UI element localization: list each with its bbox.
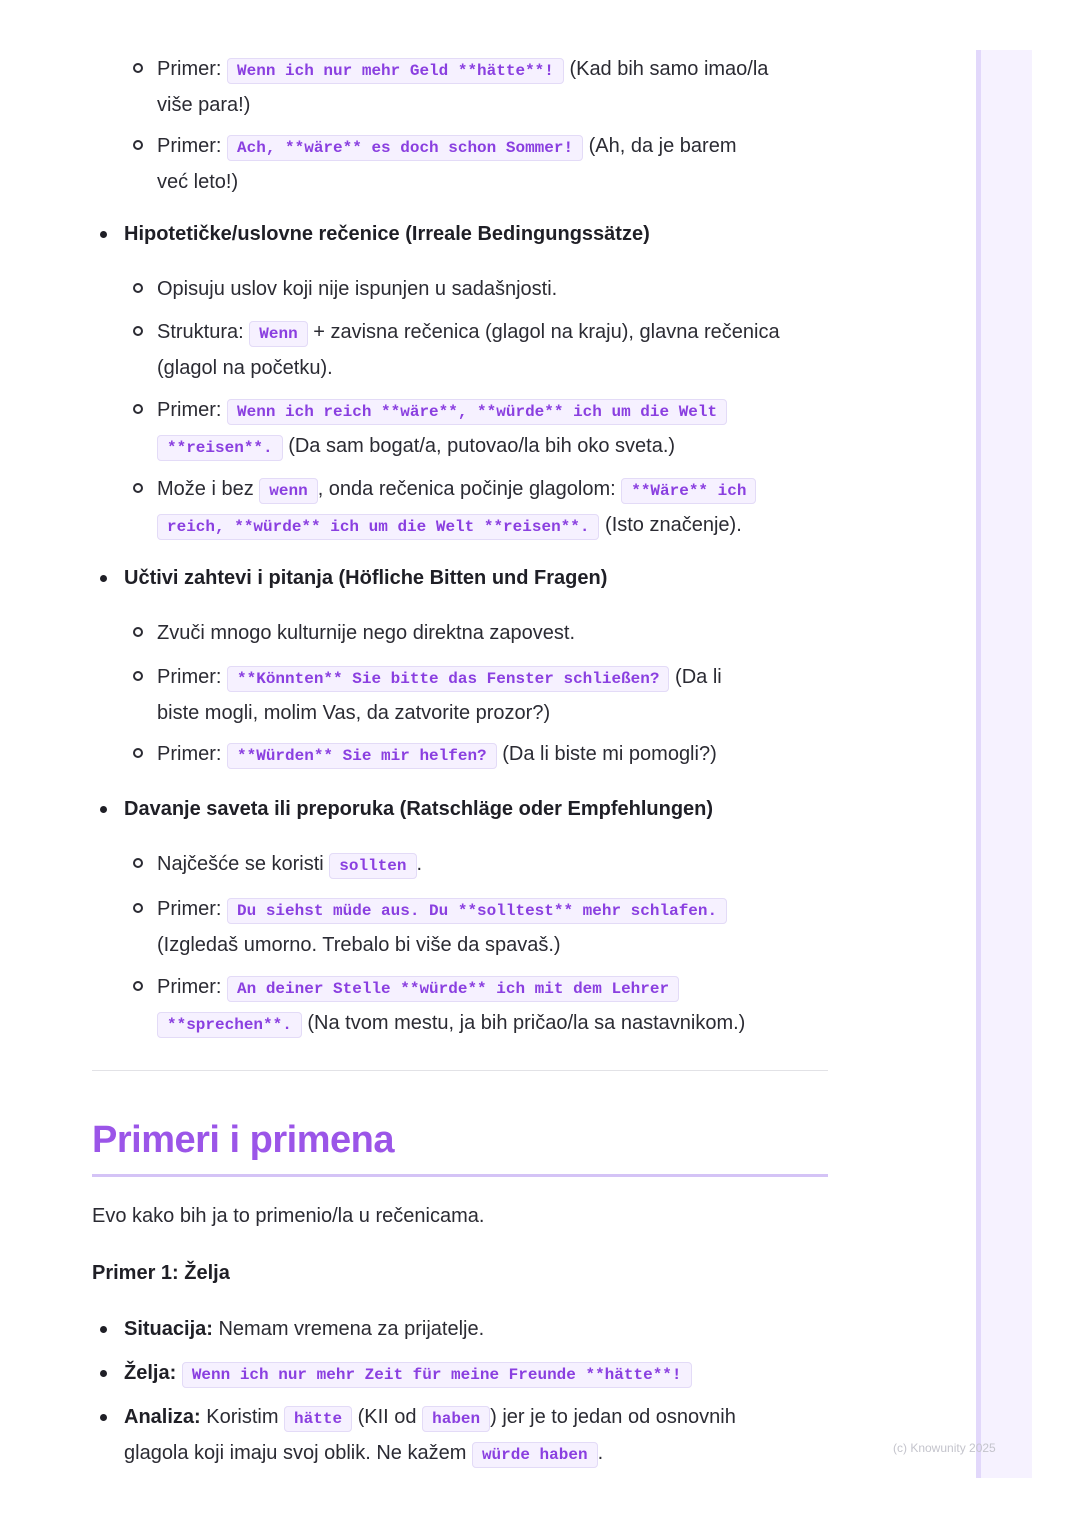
translation-cont: više para!) — [157, 94, 251, 116]
list-item: Najčešće se koristi sollten . — [157, 847, 837, 883]
example-item — [157, 52, 837, 122]
wish-item: Želja: Wenn ich nur mehr Zeit für meine Freunde **hätte**! — [124, 1356, 824, 1392]
list-bullet-ring — [133, 981, 143, 991]
list-bullet-ring — [133, 748, 143, 758]
example-item: Primer: **Würden** Sie mir helfen? (Da li biste mi pomogli?) — [157, 737, 837, 773]
list-bullet-ring — [133, 140, 143, 150]
code-snippet: wenn — [259, 478, 317, 504]
intro-paragraph: Evo kako bih ja to primenio/la u rečenicama. — [92, 1205, 485, 1227]
example-item: Primer: Du siehst müde aus. Du **solltest** mehr schlafen. (Izgledaš umorno. Trebalo bi više da spavaš.) — [157, 892, 837, 962]
alternative-item: Može i bez wenn , onda rečenica počinje glagolom: **Wäre** ich reich, **würde** ich um die Welt **reisen**. (Isto značenje). — [157, 472, 837, 544]
code-snippet: Wenn ich nur mehr Geld **hätte**! — [227, 58, 564, 84]
section-title-polite: Učtivi zahtevi i pitanja (Höfliche Bitten und Fragen) — [124, 561, 607, 595]
subheading-primer-1: Primer 1: Želja — [92, 1262, 230, 1284]
list-bullet — [100, 1414, 107, 1421]
analysis-item: Analiza: Koristim hätte (KII od haben ) jer je to jedan od osnovnih glagola koji imaju svoj oblik. Ne kažem würde haben . — [124, 1400, 824, 1472]
code-snippet: An deiner Stelle **würde** ich mit dem Lehrer — [227, 976, 679, 1002]
code-snippet: **reisen**. — [157, 435, 283, 461]
heading-primeri: Primeri i primena — [92, 1119, 394, 1161]
code-snippet: Ach, **wäre** es doch schon Sommer! — [227, 135, 583, 161]
list-bullet-ring — [133, 404, 143, 414]
code-snippet: **Wäre** ich — [621, 478, 756, 504]
section-title-hypothetical: Hipotetičke/uslovne rečenice (Irreale Bedingungssätze) — [124, 217, 650, 251]
translation-cont: već leto!) — [157, 171, 239, 193]
example-label: Primer: — [157, 135, 222, 157]
code-snippet: **Könnten** Sie bitte das Fenster schließen? — [227, 666, 669, 692]
structure-item: Struktura: Wenn + zavisna rečenica (glagol na kraju), glavna rečenica (glagol na početku). — [157, 315, 837, 385]
code-snippet: **Würden** Sie mir helfen? — [227, 743, 497, 769]
example-label: Primer: — [157, 58, 222, 80]
copyright-footer: (c) Knowunity 2025 — [893, 1441, 996, 1455]
list-bullet-ring — [133, 627, 143, 637]
list-bullet — [100, 231, 107, 238]
heading-underline — [92, 1174, 828, 1177]
list-bullet — [100, 806, 107, 813]
code-snippet: hätte — [284, 1406, 352, 1432]
code-snippet: würde haben — [472, 1442, 598, 1468]
list-bullet-ring — [133, 671, 143, 681]
code-snippet: Wenn — [249, 321, 307, 347]
code-snippet: **sprechen**. — [157, 1012, 302, 1038]
code-snippet: sollten — [329, 853, 416, 879]
list-bullet-ring — [133, 283, 143, 293]
list-bullet-ring — [133, 326, 143, 336]
code-snippet: Wenn ich reich **wäre**, **würde** ich um die Welt — [227, 399, 727, 425]
list-bullet-ring — [133, 483, 143, 493]
situation-item: Situacija: Nemam vremena za prijatelje. — [124, 1312, 824, 1346]
list-bullet-ring — [133, 63, 143, 73]
translation: (Kad bih samo imao/la — [569, 58, 769, 80]
example-item — [157, 129, 837, 199]
list-bullet-ring — [133, 858, 143, 868]
code-snippet: Du siehst müde aus. Du **solltest** mehr schlafen. — [227, 898, 727, 924]
list-item: Opisuju uslov koji nije ispunjen u sadašnjosti. — [157, 272, 837, 306]
list-bullet — [100, 1370, 107, 1377]
list-item: Zvuči mnogo kulturnije nego direktna zapovest. — [157, 616, 837, 650]
divider — [92, 1070, 828, 1071]
translation: (Ah, da je barem — [588, 135, 737, 157]
code-snippet: haben — [422, 1406, 490, 1432]
list-bullet-ring — [133, 903, 143, 913]
section-title-advice: Davanje saveta ili preporuka (Ratschläge oder Empfehlungen) — [124, 792, 713, 826]
list-bullet — [100, 575, 107, 582]
side-rail — [976, 50, 1032, 1478]
example-item: Primer: **Könnten** Sie bitte das Fenster schließen? (Da li biste mogli, molim Vas, da zatvorite prozor?) — [157, 660, 837, 730]
list-bullet — [100, 1326, 107, 1333]
example-item: Primer: An deiner Stelle **würde** ich mit dem Lehrer **sprechen**. (Na tvom mestu, ja bih pričao/la sa nastavnikom.) — [157, 970, 837, 1042]
code-snippet: Wenn ich nur mehr Zeit für meine Freunde **hätte**! — [182, 1362, 692, 1388]
code-snippet: reich, **würde** ich um die Welt **reisen**. — [157, 514, 599, 540]
example-item: Primer: Wenn ich reich **wäre**, **würde** ich um die Welt **reisen**. (Da sam bogat/a, putovao/la bih oko sveta.) — [157, 393, 837, 465]
